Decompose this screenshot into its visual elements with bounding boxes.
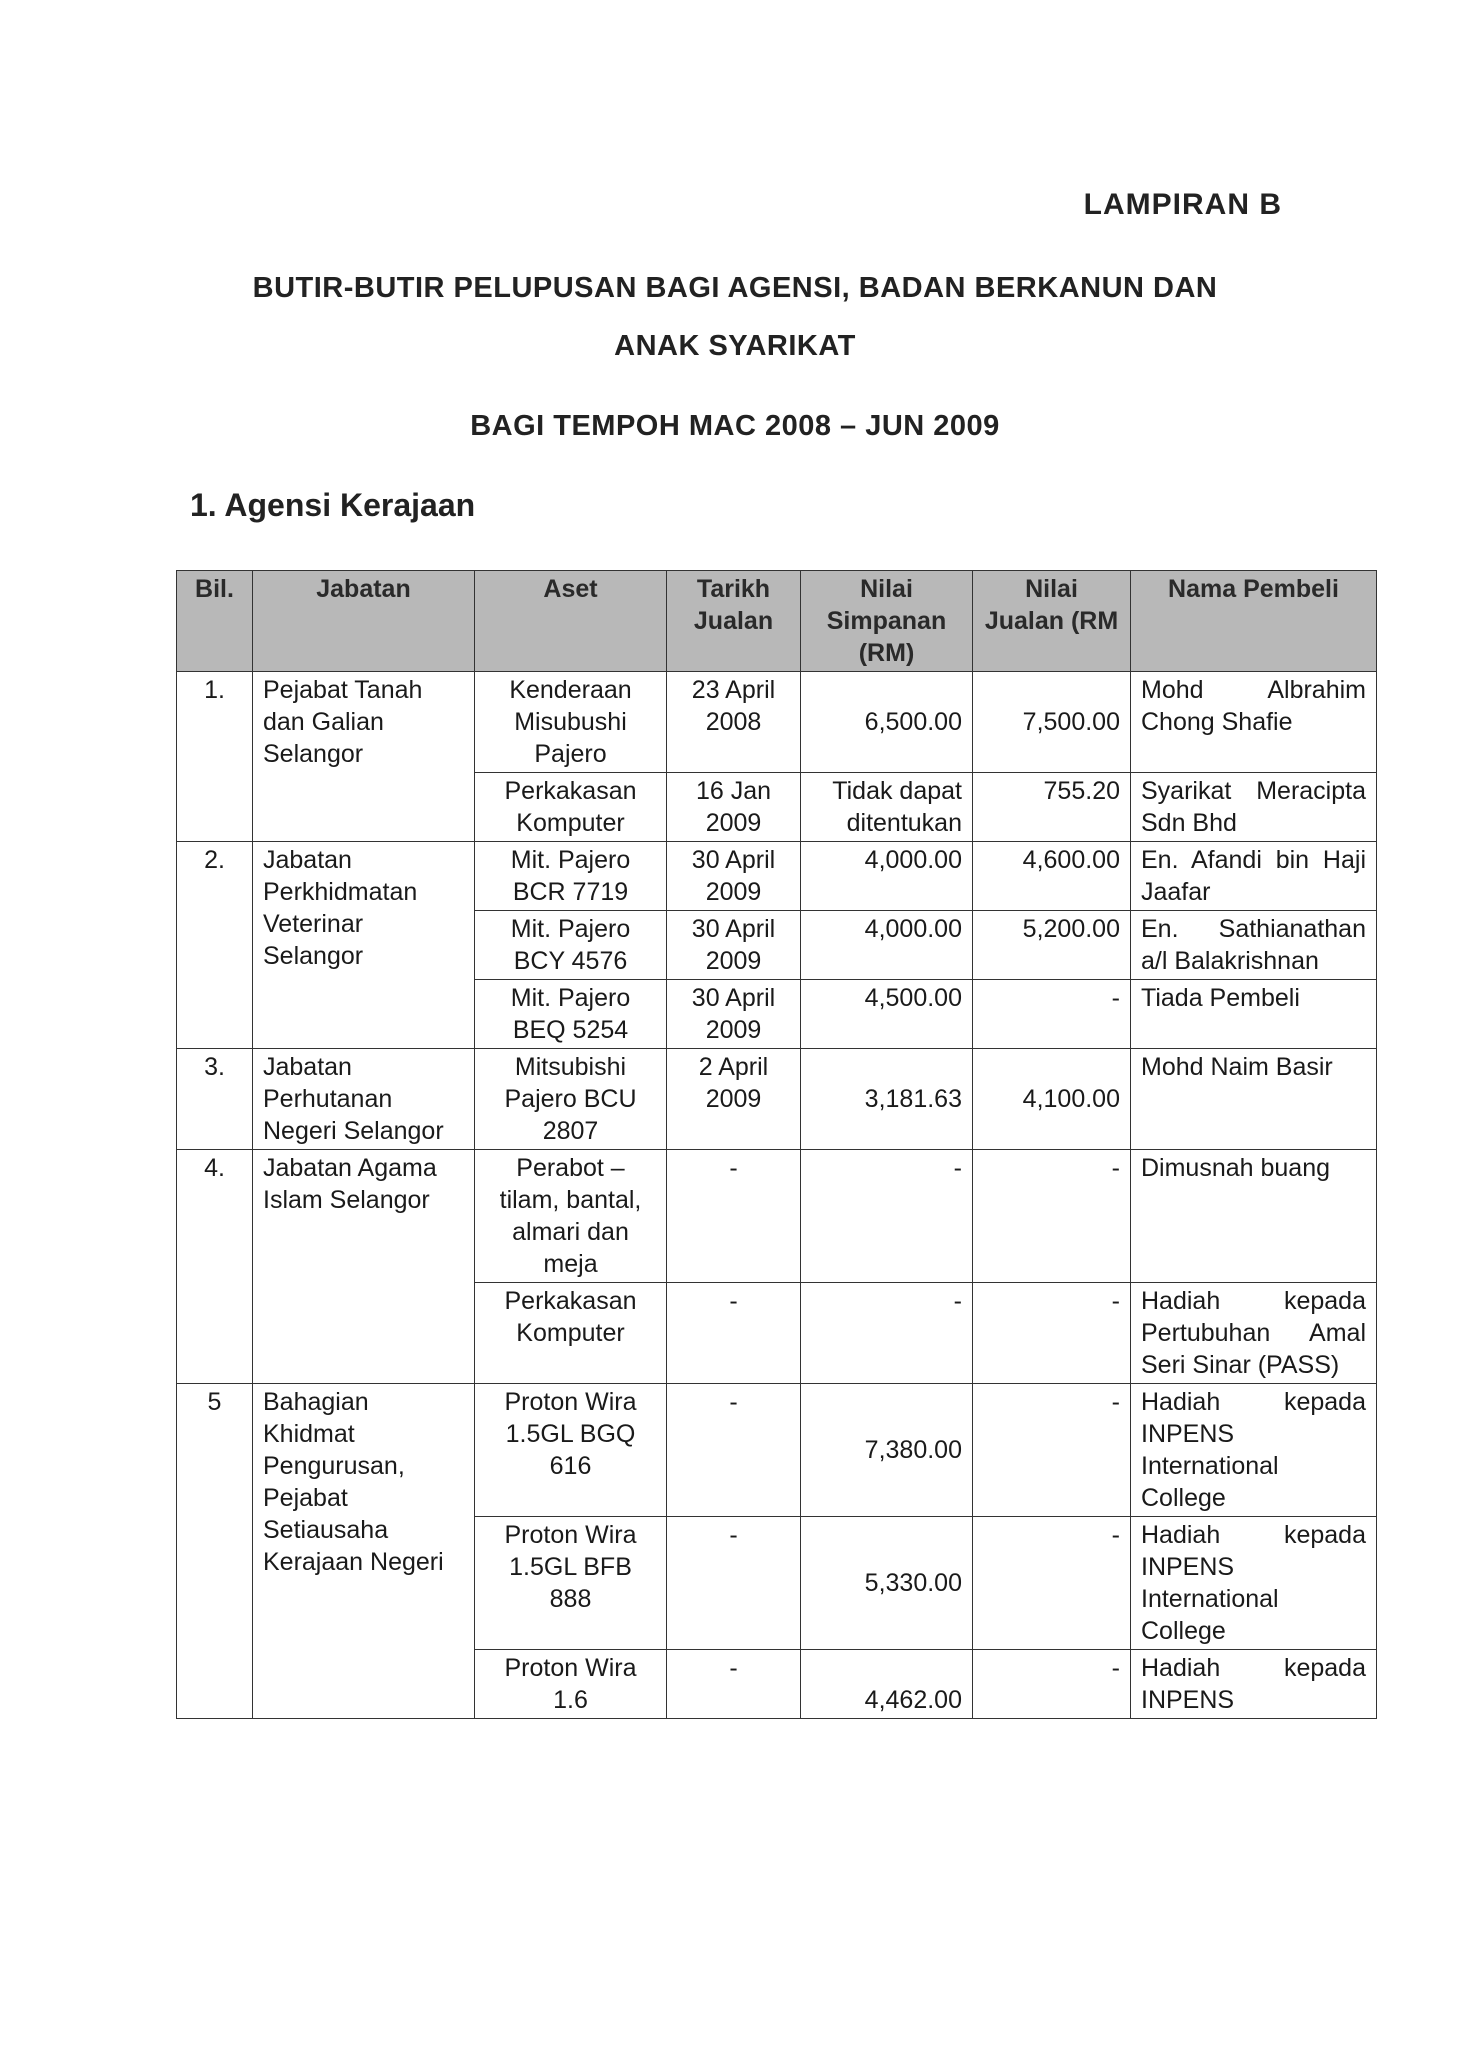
cell-pembeli: Tiada Pembeli [1131,980,1377,1049]
cell-jabatan: Jabatan Agama Islam Selangor [253,1150,475,1384]
cell-jualan: 7,500.00 [973,672,1131,773]
cell-tarikh: 30 April 2009 [667,842,801,911]
cell-tarikh: 30 April 2009 [667,911,801,980]
cell-bil: 4. [177,1150,253,1384]
cell-simpanan: 4,000.00 [801,911,973,980]
cell-pembeli: Mohd Albrahim Chong Shafie [1131,672,1377,773]
table-row [177,1150,1377,1283]
cell-bil: 2. [177,842,253,1049]
cell-pembeli: Syarikat Meracipta Sdn Bhd [1131,773,1377,842]
table-body [177,672,1377,1719]
cell-simpanan: 4,000.00 [801,842,973,911]
cell-jualan: - [973,1150,1131,1283]
cell-tarikh: 16 Jan 2009 [667,773,801,842]
period-title: BAGI TEMPOH MAC 2008 – JUN 2009 [470,410,1000,442]
cell-simpanan: 3,181.63 [801,1049,973,1150]
cell-aset: Perkakasan Komputer [475,773,667,842]
cell-aset: Mit. Pajero BCR 7719 [475,842,667,911]
cell-simpanan: 5,330.00 [801,1517,973,1650]
cell-bil: 1. [177,672,253,842]
cell-tarikh: 2 April 2009 [667,1049,801,1150]
table-row [177,842,1377,911]
cell-pembeli: Hadiah kepada INPENS International College [1131,1384,1377,1517]
cell-simpanan: 4,500.00 [801,980,973,1049]
cell-aset: Perabot – tilam, bantal, almari dan meja [475,1150,667,1283]
cell-jualan: - [973,1283,1131,1384]
cell-aset: Proton Wira 1.6 [475,1650,667,1719]
section-heading: 1. Agensi Kerajaan [190,487,476,523]
cell-pembeli: En. Afandi bin Haji Jaafar [1131,842,1377,911]
cell-simpanan: 4,462.00 [801,1650,973,1719]
cell-pembeli: Dimusnah buang [1131,1150,1377,1283]
cell-tarikh: - [667,1283,801,1384]
cell-tarikh: 30 April 2009 [667,980,801,1049]
cell-simpanan: - [801,1150,973,1283]
cell-jualan: 4,100.00 [973,1049,1131,1150]
cell-tarikh: 23 April 2008 [667,672,801,773]
table-row [177,1049,1377,1150]
cell-bil: 3. [177,1049,253,1150]
header-tarikh: Tarikh Jualan [667,571,801,672]
cell-jabatan: Jabatan Perhutanan Negeri Selangor [253,1049,475,1150]
header-bil: Bil. [177,571,253,672]
header-jabatan: Jabatan [253,571,475,672]
header-aset: Aset [475,571,667,672]
document-title-line1: BUTIR-BUTIR PELUPUSAN BAGI AGENSI, BADAN BERKANUN DAN [252,272,1218,304]
cell-jualan: 4,600.00 [973,842,1131,911]
cell-tarikh: - [667,1517,801,1650]
cell-jualan: - [973,1650,1131,1719]
cell-aset: Proton Wira 1.5GL BGQ 616 [475,1384,667,1517]
document-title-line2: ANAK SYARIKAT [614,330,856,362]
header-pembeli: Nama Pembeli [1131,571,1377,672]
appendix-label: LAMPIRAN B [1083,188,1282,221]
cell-jabatan: Bahagian Khidmat Pengurusan, Pejabat Setiausaha Kerajaan Negeri [253,1384,475,1719]
cell-jualan: - [973,980,1131,1049]
cell-jabatan: Pejabat Tanah dan Galian Selangor [253,672,475,842]
disposal-table [176,570,1377,1719]
cell-aset: Kenderaan Misubushi Pajero [475,672,667,773]
cell-aset: Mitsubishi Pajero BCU 2807 [475,1049,667,1150]
cell-aset: Proton Wira 1.5GL BFB 888 [475,1517,667,1650]
table-row [177,672,1377,773]
cell-aset: Perkakasan Komputer [475,1283,667,1384]
cell-tarikh: - [667,1650,801,1719]
cell-aset: Mit. Pajero BCY 4576 [475,911,667,980]
cell-jualan: 5,200.00 [973,911,1131,980]
cell-pembeli: Hadiah kepada INPENS [1131,1650,1377,1719]
cell-simpanan: Tidak dapat ditentukan [801,773,973,842]
cell-tarikh: - [667,1150,801,1283]
cell-tarikh: - [667,1384,801,1517]
cell-jabatan: Jabatan Perkhidmatan Veterinar Selangor [253,842,475,1049]
cell-pembeli: Hadiah kepada INPENS International College [1131,1517,1377,1650]
cell-simpanan: 7,380.00 [801,1384,973,1517]
cell-simpanan: - [801,1283,973,1384]
header-simpanan: Nilai Simpanan (RM) [801,571,973,672]
cell-pembeli: Hadiah kepada Pertubuhan Amal Seri Sinar (PASS) [1131,1283,1377,1384]
table-header-row [177,571,1377,672]
cell-jualan: - [973,1517,1131,1650]
cell-simpanan: 6,500.00 [801,672,973,773]
header-jualan: Nilai Jualan (RM [973,571,1131,672]
cell-jualan: - [973,1384,1131,1517]
cell-bil: 5 [177,1384,253,1719]
cell-aset: Mit. Pajero BEQ 5254 [475,980,667,1049]
cell-pembeli: En. Sathianathan a/l Balakrishnan [1131,911,1377,980]
cell-jualan: 755.20 [973,773,1131,842]
cell-pembeli: Mohd Naim Basir [1131,1049,1377,1150]
table-row [177,1384,1377,1517]
